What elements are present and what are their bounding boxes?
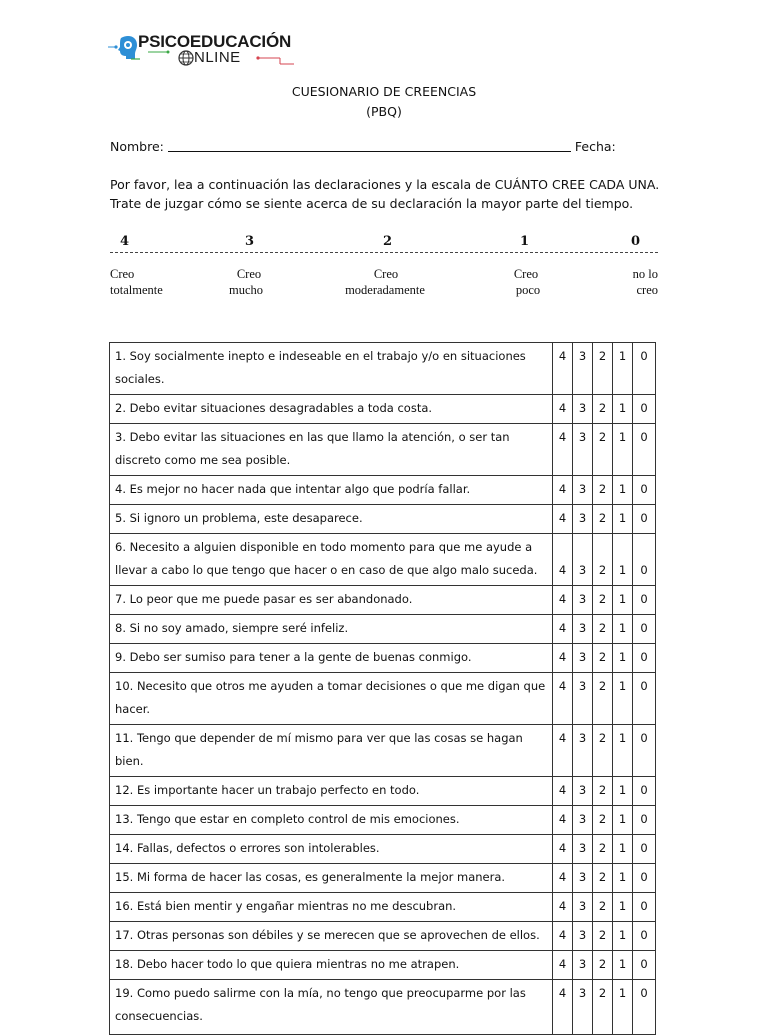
table-row (110, 644, 656, 673)
answer-option-0[interactable]: 0 (633, 806, 656, 835)
answer-option-0[interactable]: 0 (633, 534, 656, 586)
scale-label-top: no lo (632, 267, 658, 281)
table-row (110, 534, 656, 586)
answer-option-1[interactable]: 1 (613, 806, 633, 835)
answer-option-1[interactable]: 1 (613, 615, 633, 644)
question-text: 7. Lo peor que me puede pasar es ser abandonado. (110, 586, 553, 615)
question-text: 14. Fallas, defectos o errores son intolerables. (110, 835, 553, 864)
answer-option-3[interactable]: 3 (573, 644, 593, 673)
answer-option-4[interactable]: 4 (553, 922, 573, 951)
question-text: 19. Como puedo salirme con la mía, no tengo que preocuparme por las consecuencias. (110, 980, 553, 1035)
answer-option-2[interactable]: 2 (593, 951, 613, 980)
answer-option-0[interactable]: 0 (633, 922, 656, 951)
answer-option-3[interactable]: 3 (573, 534, 593, 586)
question-text: 8. Si no soy amado, siempre seré infeliz. (110, 615, 553, 644)
answer-option-3[interactable]: 3 (573, 835, 593, 864)
answer-option-3[interactable]: 3 (573, 476, 593, 505)
answer-option-1[interactable]: 1 (613, 505, 633, 534)
table-row (110, 864, 656, 893)
answer-option-2[interactable]: 2 (593, 980, 613, 1035)
answer-option-0[interactable]: 0 (633, 615, 656, 644)
question-text: 6. Necesito a alguien disponible en todo momento para que me ayude a llevar a cabo lo que tengo que hacer o en caso de que algo malo suceda. (110, 534, 553, 586)
document-subtitle: (PBQ) (366, 104, 402, 119)
answer-option-3[interactable]: 3 (573, 725, 593, 777)
name-date-row (110, 139, 670, 154)
answer-option-0[interactable]: 0 (633, 505, 656, 534)
question-text: 17. Otras personas son débiles y se merecen que se aprovechen de ellos. (110, 922, 553, 951)
answer-option-3[interactable]: 3 (573, 806, 593, 835)
answer-option-2[interactable]: 2 (593, 673, 613, 725)
answer-option-3[interactable]: 3 (573, 424, 593, 476)
answer-option-2[interactable]: 2 (593, 424, 613, 476)
document-title: CUESIONARIO DE CREENCIAS (291, 84, 477, 99)
answer-option-2[interactable]: 2 (593, 615, 613, 644)
question-text: 13. Tengo que estar en completo control de mis emociones. (110, 806, 553, 835)
scale-value: 1 (520, 234, 530, 249)
scale-label-top: Creo (373, 267, 399, 281)
scale-label-2 (339, 266, 431, 298)
answer-option-4[interactable]: 4 (553, 673, 573, 725)
scale-label-bottom: creo (636, 283, 658, 297)
question-text: 18. Debo hacer todo lo que quiera mientras no me atrapen. (110, 951, 553, 980)
answer-option-3[interactable]: 3 (573, 922, 593, 951)
answer-option-2[interactable]: 2 (593, 864, 613, 893)
answer-option-0[interactable]: 0 (633, 980, 656, 1035)
question-text: 5. Si ignoro un problema, este desaparece. (110, 505, 553, 534)
table-row (110, 725, 656, 777)
scale-values (0, 234, 768, 250)
scale-label-bottom: moderadamente (345, 283, 425, 297)
instructions (110, 175, 670, 213)
table-row (110, 980, 656, 1035)
table-row (110, 586, 656, 615)
table-row (110, 835, 656, 864)
answer-option-1[interactable]: 1 (613, 424, 633, 476)
answer-option-4[interactable]: 4 (553, 864, 573, 893)
scale-label-top: Creo (236, 267, 262, 281)
answer-option-0[interactable]: 0 (633, 725, 656, 777)
answer-option-4[interactable]: 4 (553, 476, 573, 505)
answer-option-0[interactable]: 0 (633, 864, 656, 893)
answer-option-0[interactable]: 0 (633, 644, 656, 673)
answer-option-2[interactable]: 2 (593, 476, 613, 505)
answer-option-0[interactable]: 0 (633, 343, 656, 395)
scale-label-1 (508, 266, 548, 298)
question-text: 3. Debo evitar las situaciones en las que llamo la atención, o ser tan discreto como me sea posible. (110, 424, 553, 476)
answer-option-4[interactable]: 4 (553, 835, 573, 864)
answer-option-3[interactable]: 3 (573, 980, 593, 1035)
answer-option-4[interactable]: 4 (553, 980, 573, 1035)
table-row (110, 343, 656, 395)
scale-value: 4 (120, 234, 130, 249)
answer-option-1[interactable]: 1 (613, 864, 633, 893)
table-row (110, 777, 656, 806)
table-row (110, 395, 656, 424)
answer-option-4[interactable]: 4 (553, 505, 573, 534)
questionnaire-table (109, 342, 656, 1035)
answer-option-0[interactable]: 0 (633, 951, 656, 980)
question-text: 15. Mi forma de hacer las cosas, es generalmente la mejor manera. (110, 864, 553, 893)
answer-option-4[interactable]: 4 (553, 725, 573, 777)
answer-option-3[interactable]: 3 (573, 673, 593, 725)
question-text: 16. Está bien mentir y engañar mientras no me descubran. (110, 893, 553, 922)
answer-option-1[interactable]: 1 (613, 395, 633, 424)
question-text: 12. Es importante hacer un trabajo perfecto en todo. (110, 777, 553, 806)
question-text: 11. Tengo que depender de mí mismo para ver que las cosas se hagan bien. (110, 725, 553, 777)
table-row (110, 615, 656, 644)
answer-option-1[interactable]: 1 (613, 951, 633, 980)
instructions-line-1: Por favor, lea a continuación las declaraciones y la escala de CUÁNTO CREE CADA UNA. (110, 177, 660, 192)
answer-option-4[interactable]: 4 (553, 777, 573, 806)
question-text: 4. Es mejor no hacer nada que intentar algo que podría fallar. (110, 476, 553, 505)
question-text: 2. Debo evitar situaciones desagradables a toda costa. (110, 395, 553, 424)
answer-option-1[interactable]: 1 (613, 586, 633, 615)
scale-value: 3 (245, 234, 255, 249)
answer-option-4[interactable]: 4 (553, 395, 573, 424)
answer-option-2[interactable]: 2 (593, 343, 613, 395)
nombre-label: Nombre: (110, 139, 164, 154)
logo-subtitle: NLINE (194, 49, 241, 66)
answer-option-4[interactable]: 4 (553, 951, 573, 980)
answer-option-4[interactable]: 4 (553, 615, 573, 644)
answer-option-1[interactable]: 1 (613, 644, 633, 673)
table-row (110, 893, 656, 922)
scale-value: 0 (631, 234, 641, 249)
scale-divider (110, 252, 658, 253)
scale-value: 2 (383, 234, 393, 249)
answer-option-1[interactable]: 1 (613, 673, 633, 725)
answer-option-2[interactable]: 2 (593, 644, 613, 673)
answer-option-1[interactable]: 1 (613, 777, 633, 806)
logo (108, 30, 298, 70)
table-row (110, 806, 656, 835)
answer-option-4[interactable]: 4 (553, 586, 573, 615)
answer-option-1[interactable]: 1 (613, 893, 633, 922)
instructions-line-2: Trate de juzgar cómo se siente acerca de su declaración la mayor parte del tiempo. (110, 196, 634, 211)
answer-option-3[interactable]: 3 (573, 586, 593, 615)
answer-option-1[interactable]: 1 (613, 835, 633, 864)
answer-option-2[interactable]: 2 (593, 777, 613, 806)
scale-label-bottom: totalmente (110, 283, 163, 297)
answer-option-3[interactable]: 3 (573, 777, 593, 806)
table-row (110, 951, 656, 980)
answer-option-3[interactable]: 3 (573, 864, 593, 893)
question-text: 10. Necesito que otros me ayuden a tomar decisiones o que me digan que hacer. (110, 673, 553, 725)
scale-label-top: Creo (513, 267, 539, 281)
answer-option-1[interactable]: 1 (613, 476, 633, 505)
answer-option-0[interactable]: 0 (633, 586, 656, 615)
scale-label-4 (110, 266, 163, 298)
logo-title: PSICOEDUCACIÓN (138, 32, 292, 51)
answer-option-3[interactable]: 3 (573, 395, 593, 424)
answer-option-2[interactable]: 2 (593, 835, 613, 864)
answer-option-3[interactable]: 3 (573, 505, 593, 534)
answer-option-2[interactable]: 2 (593, 725, 613, 777)
question-text: 9. Debo ser sumiso para tener a la gente de buenas conmigo. (110, 644, 553, 673)
answer-option-2[interactable]: 2 (593, 893, 613, 922)
answer-option-0[interactable]: 0 (633, 476, 656, 505)
answer-option-4[interactable]: 4 (553, 644, 573, 673)
answer-option-1[interactable]: 1 (613, 980, 633, 1035)
answer-option-2[interactable]: 2 (593, 922, 613, 951)
answer-option-3[interactable]: 3 (573, 615, 593, 644)
answer-option-2[interactable]: 2 (593, 586, 613, 615)
answer-option-1[interactable]: 1 (613, 725, 633, 777)
answer-option-2[interactable]: 2 (593, 395, 613, 424)
nombre-field[interactable] (168, 139, 571, 152)
answer-option-0[interactable]: 0 (633, 777, 656, 806)
answer-option-0[interactable]: 0 (633, 395, 656, 424)
answer-option-2[interactable]: 2 (593, 505, 613, 534)
answer-option-0[interactable]: 0 (633, 893, 656, 922)
scale-label-bottom: poco (515, 283, 541, 297)
answer-option-4[interactable]: 4 (553, 806, 573, 835)
fecha-label: Fecha: (574, 139, 616, 154)
scale-label-0 (620, 266, 658, 298)
answer-option-0[interactable]: 0 (633, 424, 656, 476)
answer-option-0[interactable]: 0 (633, 835, 656, 864)
table-row (110, 476, 656, 505)
answer-option-3[interactable]: 3 (573, 951, 593, 980)
scale-label-top: Creo (110, 267, 135, 281)
answer-option-3[interactable]: 3 (573, 893, 593, 922)
scale-label-bottom: mucho (228, 283, 264, 297)
answer-option-2[interactable]: 2 (593, 806, 613, 835)
answer-option-4[interactable]: 4 (553, 893, 573, 922)
answer-option-4[interactable]: 4 (553, 343, 573, 395)
answer-option-3[interactable]: 3 (573, 343, 593, 395)
table-row (110, 505, 656, 534)
table-row (110, 922, 656, 951)
answer-option-1[interactable]: 1 (613, 343, 633, 395)
table-row (110, 673, 656, 725)
answer-option-1[interactable]: 1 (613, 534, 633, 586)
answer-option-1[interactable]: 1 (613, 922, 633, 951)
scale-labels (0, 266, 768, 300)
answer-option-0[interactable]: 0 (633, 673, 656, 725)
answer-option-4[interactable]: 4 (553, 424, 573, 476)
answer-option-4[interactable]: 4 (553, 534, 573, 586)
scale-label-3 (226, 266, 266, 298)
answer-option-2[interactable]: 2 (593, 534, 613, 586)
table-row (110, 424, 656, 476)
question-text: 1. Soy socialmente inepto e indeseable en el trabajo y/o en situaciones sociales. (110, 343, 553, 395)
